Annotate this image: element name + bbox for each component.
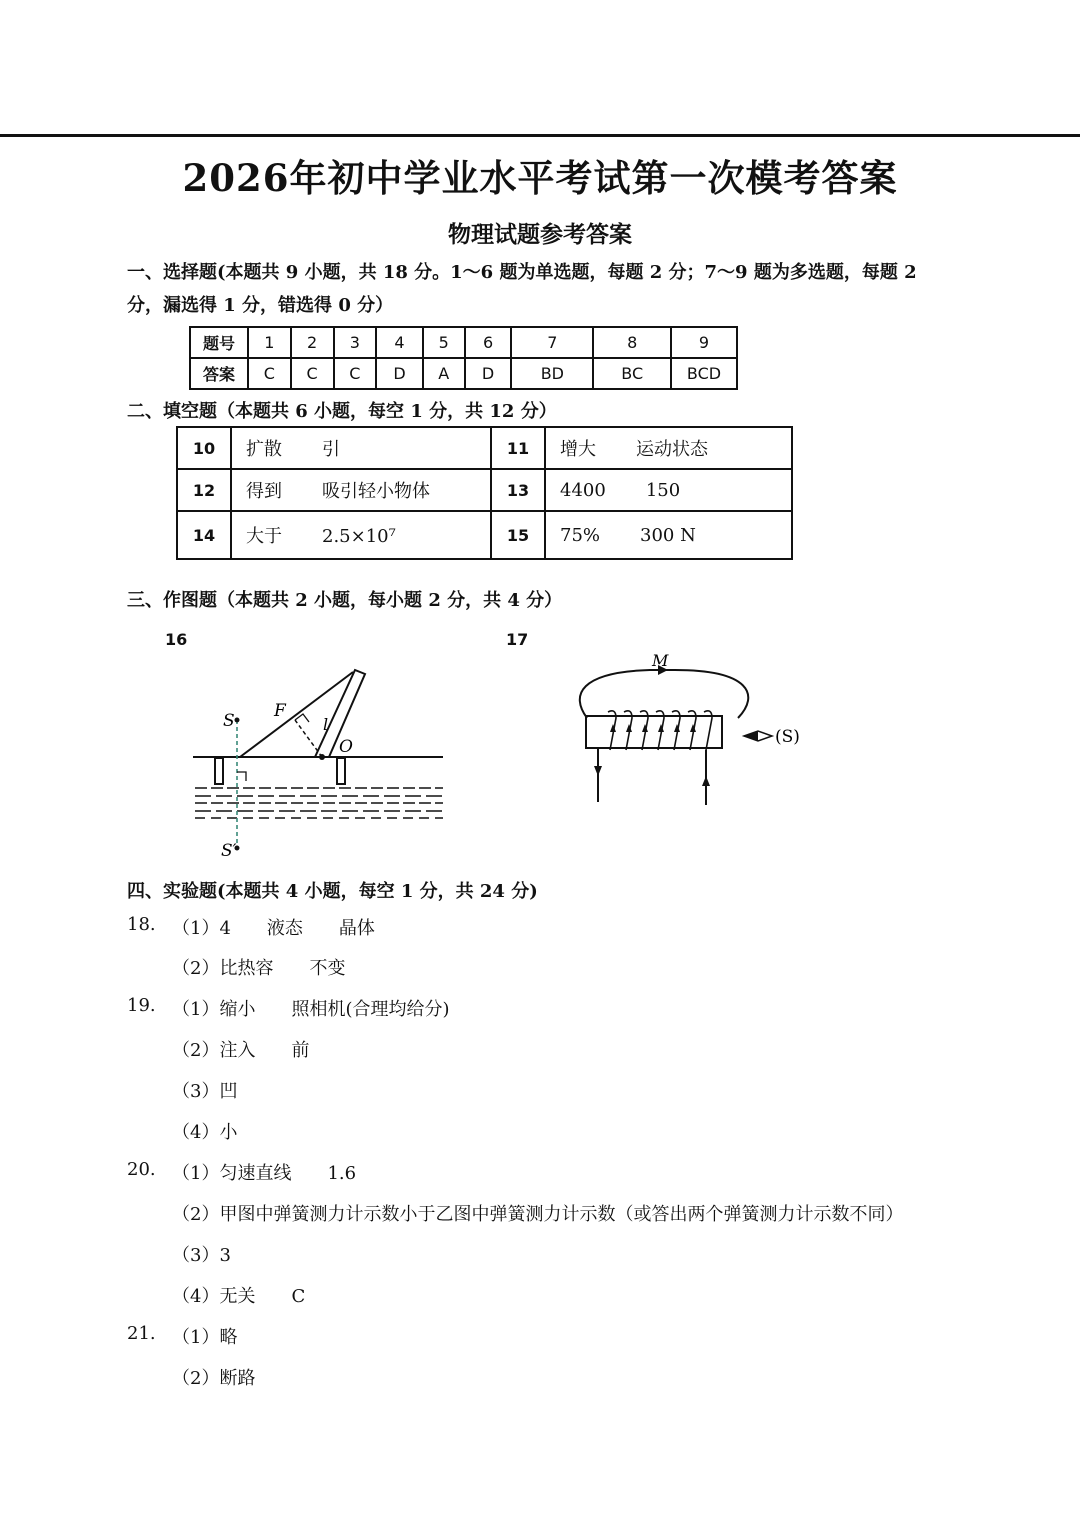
section1-heading-line1: 一、选择题(本题共 9 小题，共 18 分。1～6 题为单选题，每题 2 分；7～9 题为多选题，每题 2: [127, 262, 917, 283]
answer-b: 300 N: [640, 524, 696, 546]
question-number: 6: [465, 327, 512, 358]
answer-line: （4）无关 C: [172, 1286, 306, 1307]
answer-line: （2）甲图中弹簧测力计示数小于乙图中弹簧测力计示数（或答出两个弹簧测力计示数不同）: [172, 1204, 904, 1225]
section3-heading: 三、作图题（本题共 2 小题，每小题 2 分，共 4 分）: [127, 590, 563, 611]
answer-line: （1）4 液态 晶体: [172, 918, 375, 939]
answer-cell: A: [423, 358, 465, 389]
figure16-label: 16: [165, 630, 188, 649]
answer-a: 得到: [246, 481, 282, 502]
section4-heading: 四、实验题(本题共 4 小题，每空 1 分，共 24 分): [127, 881, 538, 902]
answer-cell: [231, 469, 491, 511]
question-number: 13: [491, 469, 545, 511]
answer-b: 2.5×10⁷: [322, 526, 396, 547]
label-o: O: [339, 737, 353, 757]
question-number: 14: [177, 511, 231, 559]
question-number: 11: [491, 427, 545, 469]
answer-cell: BCD: [671, 358, 737, 389]
table-row: [177, 469, 792, 511]
table-row: [190, 358, 737, 389]
question-number: 12: [177, 469, 231, 511]
answer-a: 扩散: [246, 439, 282, 460]
label-m: M: [652, 651, 669, 670]
answer-b: 引: [322, 439, 340, 460]
answer-number: 18.: [127, 914, 156, 935]
answer-line: （3）3: [172, 1245, 231, 1266]
fill-answer-table: [176, 426, 793, 560]
answer-cell: [231, 511, 491, 559]
answer-b: 运动状态: [636, 439, 708, 460]
answer-line: （2）比热容 不变: [172, 958, 346, 979]
question-number: 7: [511, 327, 593, 358]
label-f: F: [274, 701, 286, 721]
answer-line: （2）断路: [172, 1368, 256, 1389]
answer-number: 21.: [127, 1323, 156, 1344]
answer-cell: C: [291, 358, 334, 389]
top-rule: [0, 134, 1080, 137]
question-number: 3: [334, 327, 377, 358]
answer-b: 吸引轻小物体: [322, 481, 430, 502]
question-number: 10: [177, 427, 231, 469]
answer-cell: [545, 511, 792, 559]
answer-a: 大于: [246, 526, 282, 547]
answer-line: （3）凹: [172, 1081, 238, 1102]
answer-line: （4）小: [172, 1122, 238, 1143]
page-subtitle: 物理试题参考答案: [448, 221, 632, 248]
answer-number: 20.: [127, 1159, 156, 1180]
section1-heading-line2: 分，漏选得 1 分，错选得 0 分）: [127, 295, 394, 316]
answer-cell: D: [376, 358, 423, 389]
question-number: 15: [491, 511, 545, 559]
figure17-label: 17: [506, 630, 529, 649]
answer-a: 4400: [560, 479, 606, 501]
answer-line: （1）匀速直线 1.6: [172, 1163, 357, 1184]
question-number: 5: [423, 327, 465, 358]
answer-cell: [545, 469, 792, 511]
label-l: l: [323, 715, 329, 734]
answer-cell: C: [248, 358, 291, 389]
figure16-lever-mirror-diagram: [185, 660, 455, 865]
answer-number: 19.: [127, 995, 156, 1016]
row-label: 题号: [190, 327, 248, 358]
question-number: 1: [248, 327, 291, 358]
label-s: S: [223, 711, 235, 731]
row-label: 答案: [190, 358, 248, 389]
question-number: 2: [291, 327, 334, 358]
figure17-electromagnet-diagram: [560, 650, 820, 810]
table-row: [177, 427, 792, 469]
answer-line: （1）缩小 照相机(合理均给分): [172, 999, 450, 1020]
table-row: [177, 511, 792, 559]
answer-cell: BC: [593, 358, 671, 389]
answer-a: 75%: [560, 524, 601, 546]
answer-b: 150: [645, 479, 681, 501]
label-s-prime: S′: [221, 841, 237, 861]
choice-answer-table: [189, 326, 738, 390]
answer-a: 增大: [560, 439, 596, 460]
question-number: 9: [671, 327, 737, 358]
answer-cell: BD: [511, 358, 593, 389]
answer-cell: [545, 427, 792, 469]
section2-heading: 二、填空题（本题共 6 小题，每空 1 分，共 12 分）: [127, 401, 557, 422]
answer-cell: C: [334, 358, 377, 389]
question-number: 8: [593, 327, 671, 358]
question-number: 4: [376, 327, 423, 358]
answer-cell: [231, 427, 491, 469]
table-row: [190, 327, 737, 358]
answer-cell: D: [465, 358, 512, 389]
label-pole: (S): [775, 727, 800, 747]
answer-line: （2）注入 前: [172, 1040, 310, 1061]
page-title: 2026年初中学业水平考试第一次模考答案: [182, 156, 898, 200]
answer-line: （1）略: [172, 1327, 238, 1348]
